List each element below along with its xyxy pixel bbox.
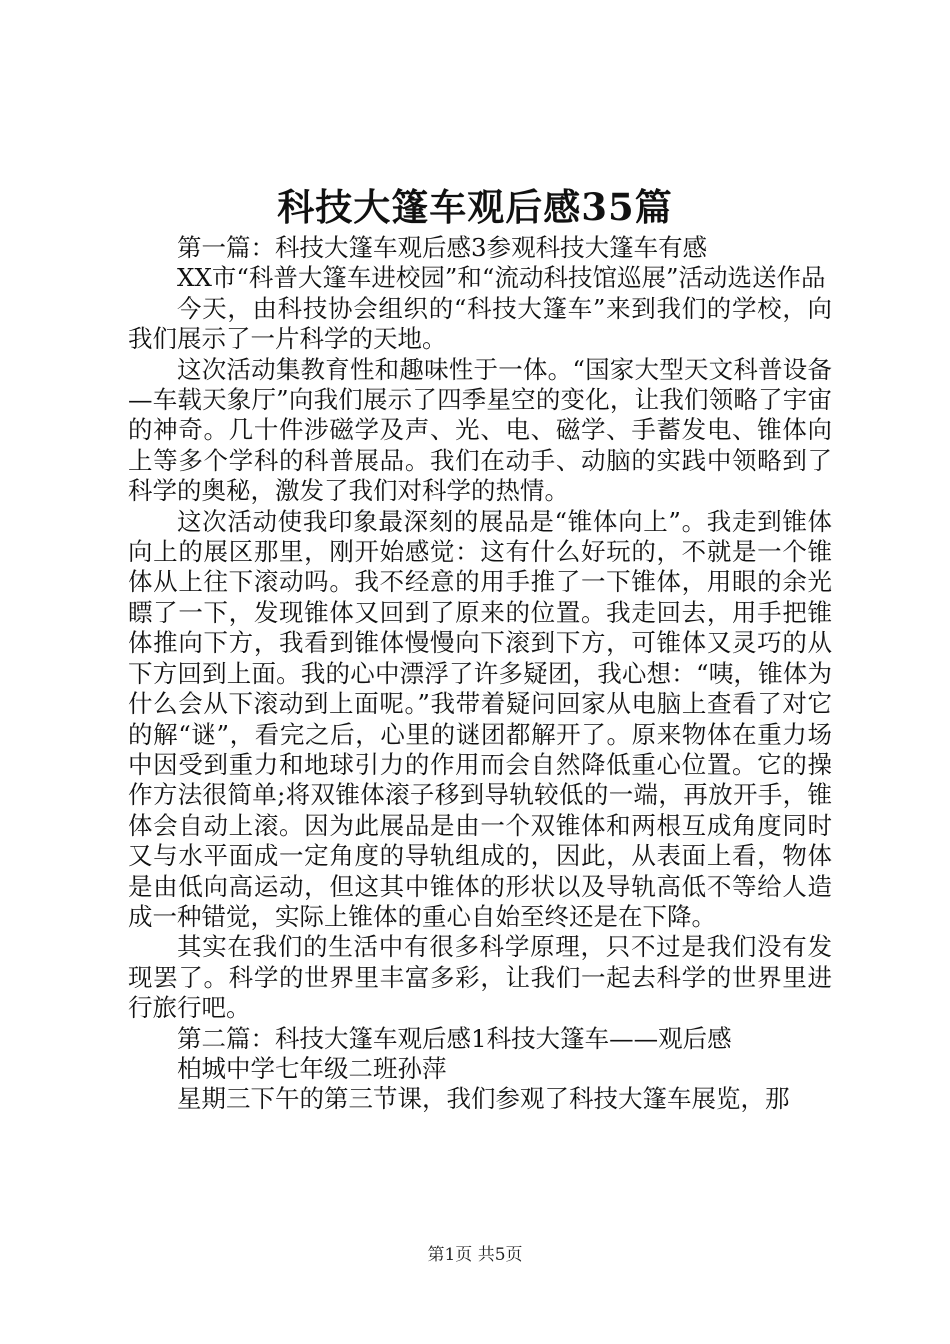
paragraph-author-line: 柏城中学七年级二班孙萍 [177, 1053, 447, 1083]
paragraph: 今天，由科技协会组织的“科技大篷车”来到我们的学校，向我们展示了一片科学的天地。 [128, 293, 832, 354]
paragraph: 这次活动集教育性和趣味性于一体。“国家大型天文科普设备—车载天象厅”向我们展示了四季星空的变化，让我们领略了宇宙的神奇。几十件涉磁学及声、光、电、磁学、手蓄发电、锥体向上等多个学科的科普展品。我们在动手、动脑的实践中领略到了科学的奥秘，激发了我们对科学的热情。 [128, 354, 832, 506]
paragraph: 其实在我们的生活中有很多科学原理，只不过是我们没有发现罢了。科学的世界里丰富多彩，让我们一起去科学的世界里进行旅行吧。 [128, 932, 832, 1023]
document-body [128, 233, 832, 1115]
document-title: 科技大篷车观后感35篇 [277, 185, 673, 229]
paragraph-part-one-heading: 第一篇：科技大篷车观后感3参观科技大篷车有感 [177, 233, 708, 262]
paragraph-part-two-heading: 第二篇：科技大篷车观后感1科技大篷车——观后感 [177, 1023, 732, 1053]
paragraph: 星期三下午的第三节课，我们参观了科技大篷车展览，那 [177, 1084, 790, 1114]
paragraph: 这次活动使我印象最深刻的展品是“锥体向上”。我走到锥体向上的展区那里，刚开始感觉：这有什么好玩的，不就是一个锥体从上往下滚动吗。我不经意的用手推了一下锥体，用眼的余光瞟了一下，发现锥体又回到了原来的位置。我走回去，用手把锥体推向下方，我看到锥体慢慢向下滚到下方，可锥体又灵巧的从下方回到上面。我的心中漂浮了许多疑团，我心想：“咦，锥体为什么会从下滚动到上面呢。”我带着疑问回家从电脑上查看了对它的解“谜”，看完之后，心里的谜团都解开了。原来物体在重力场中因受到重力和地球引力的作用而会自然降低重心位置。它的操作方法很简单;将双锥体滚子移到导轨较低的一端，再放开手，锥体会自动上滚。因为此展品是由一个双锥体和两根互成角度同时又与水平面成一定角度的导轨组成的，因此，从表面上看，物体是由低向高运动，但这其中锥体的形状以及导轨高低不等给人造成一种错觉，实际上锥体的重心自始至终还是在下降。 [128, 506, 832, 931]
paragraph-submission-note: XX市“科普大篷车进校园”和“流动科技馆巡展”活动选送作品 [177, 263, 826, 293]
page-footer: 第1页 共5页 [427, 1245, 523, 1265]
